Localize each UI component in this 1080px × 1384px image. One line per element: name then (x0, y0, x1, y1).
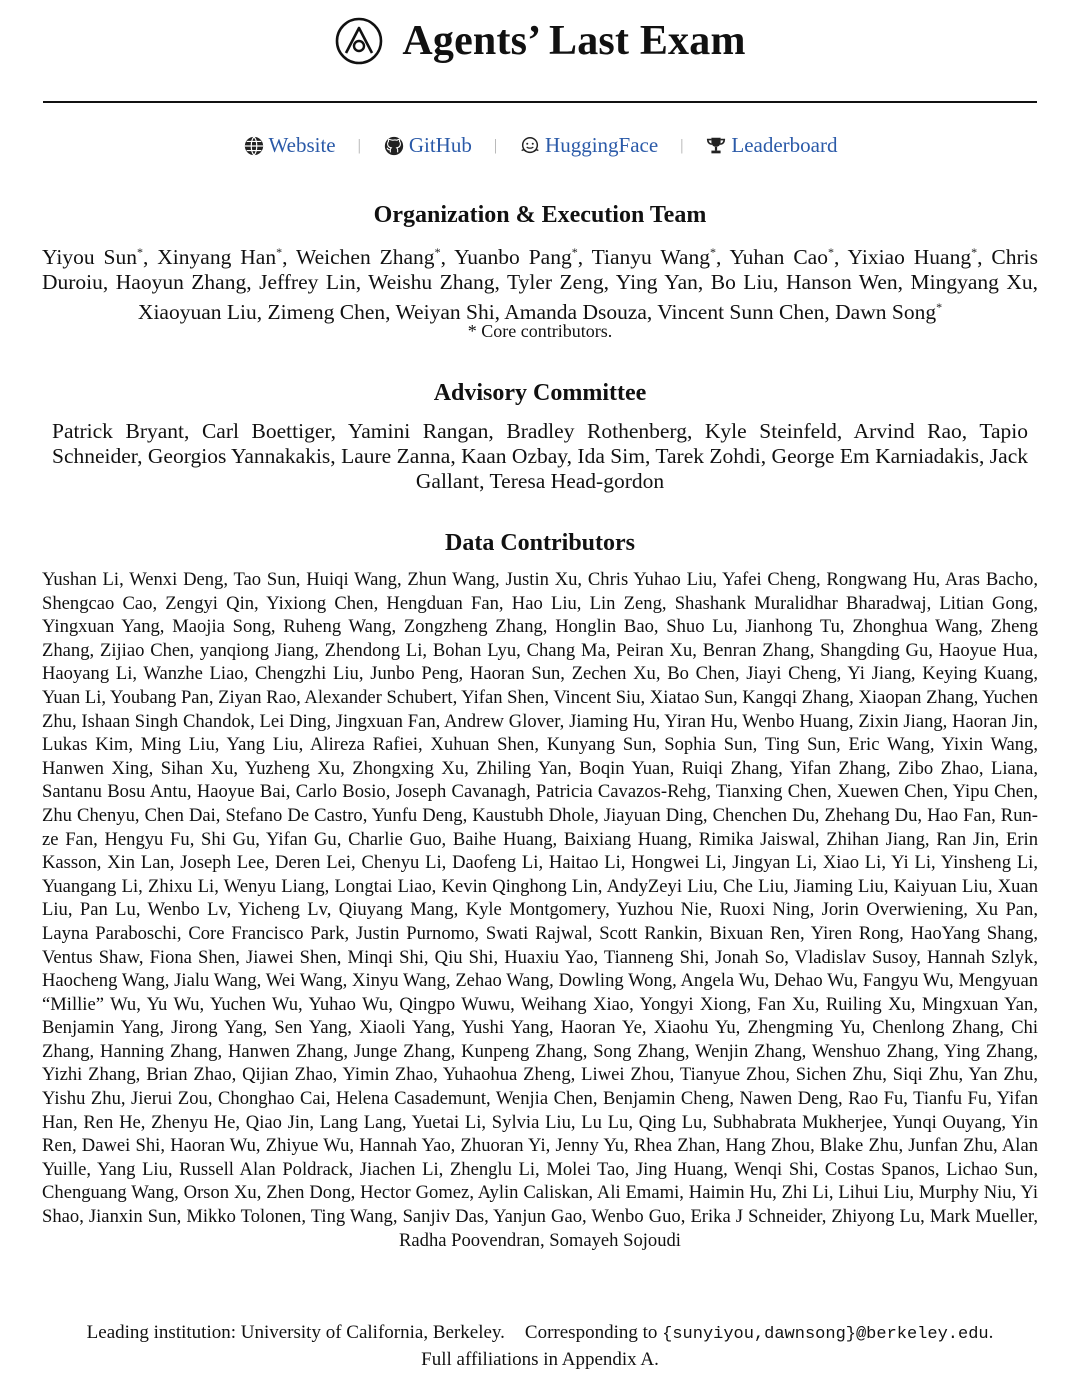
data-contributors-list: Yushan Li, Wenxi Deng, Tao Sun, Huiqi Wang, Zhun Wang, Justin Xu, Chris Yuhao Liu, Yafei Cheng, Rongwang Hu, Aras Bacho, Shengcao Cao, Zengyi Qin, Yixiong Chen, Hengduan Fan, Hao Liu, Lin Zeng, Shashank Muralidhar Bharadwaj, Litian Gong, Yingxuan Yang, Maojia Song, Ruheng Wang, Zongzheng Zhang, Honglin Bao, Shuo Lu, Jianhong Tu, Zhonghua Wang, Zheng Zhang, Zijiao Chen, yanqiong Jiang, Zhendong Li, Bohan Lyu, Chang Ma, Peiran Xu, Benran Zhang, Shangding Gu, Haoyue Hua, Haoyang Li, Wanzhe Liao, Chengzhi Liu, Junbo Peng, Haoran Sun, Zechen Xu, Bo Chen, Jiayi Cheng, Yi Jiang, Keying Kuang, Yuan Li, Youbang Pan, Ziyan Rao, Alexander Schubert, Yifan Shen, Vincent Siu, Xiatao Sun, Kangqi Zhang, Xiaopan Zhang, Yuchen Zhu, Ishaan Singh Chandok, Lei Ding, Jingxuan Fan, Andrew Glover, Jiaming Hu, Yiran Hu, Wenbo Huang, Zixin Jiang, Haoran Jin, Lukas Kim, Ming Liu, Yang Liu, Alireza Rafiei, Xuhuan Shen, Kunyang Sun, Sophia Sun, Ting Sun, Eric Wang, Yixin Wang, Hanwen Xing, Sihan Xu, Yuzheng Xu, Zhongxing Xu, Zhiling Yan, Boqin Yuan, Ruiqi Zhang, Yifan Zhang, Zibo Zhao, Liana, Santanu Bosu Antu, Haoyue Bai, Carlo Bosio, Joseph Cavanagh, Patricia Cavazos-Rehg, Tianxing Chen, Xuewen Chen, Yipu Chen, Zhu Chenyu, Chen Dai, Stefano De Castro, Yunfu Deng, Kaustubh Dhole, Jiayuan Ding, Chenchen Du, Zhehang Du, Hao Fan, Run-ze Fan, Hengyu Fu, Shi Gu, Yifan Gu, Charlie Guo, Baihe Huang, Baixiang Huang, Rimika Jaiswal, Zhihan Jiang, Ran Jin, Erin Kasson, Xin Lan, Joseph Lee, Deren Lei, Chenyu Li, Daofeng Li, Haitao Li, Hongwei Li, Jingyan Li, Xiao Li, Yi Li, Yinsheng Li, Yuangang Li, Zhixu Li, Wenyu Liang, Longtai Liao, Kevin Qinghong Lin, AndyZeyi Liu, Che Liu, Jiaming Liu, Kaiyuan Liu, Xuan Liu, Pan Lu, Wenbo Lv, Yicheng Lv, Qiuyang Mang, Kyle Montgomery, Yuzhou Nie, Ruoxi Ning, Jorin Overwiening, Xu Pan, Layna Paraboschi, Core Francisco Park, Justin Purnomo, Swati Rajwal, Scott Rankin, Bixuan Ren, Yiren Rong, HaoYang Shang, Ventus Shaw, Fiona Shen, Jiawei Shen, Minqi Shi, Qiu Shi, Huaxiu Yao, Tianneng Shi, Jonah So, Vladislav Susoy, Hannah Szlyk, Haocheng Wang, Jialu Wang, Wei Wang, Xinyu Wang, Zehao Wang, Dowling Wong, Angela Wu, Dehao Wu, Fangyu Wu, Mengyuan “Millie” Wu, Yu Wu, Yuchen Wu, Yuhao Wu, Qingpo Wuwu, Weihang Xiao, Yongyi Xiong, Fan Xu, Ruiling Xu, Mingxuan Yan, Benjamin Yang, Jirong Yang, Sen Yang, Xiaoli Yang, Yushi Yang, Haoran Ye, Xiaohu Yu, Zhengming Yu, Chenlong Zhang, Chi Zhang, Hanning Zhang, Hanwen Zhang, Junge Zhang, Kunpeng Zhang, Song Zhang, Wenjin Zhang, Wenshuo Zhang, Ying Zhang, Yizhi Zhang, Brian Zhao, Qijian Zhao, Yimin Zhao, Yuhaohua Zheng, Liwei Zhou, Tianyue Zhou, Sichen Zhu, Siqi Zhu, Yan Zhu, Yishu Zhu, Jierui Zou, Chonghao Cai, Helena Casademunt, Wenjia Chen, Benjamin Cheng, Nawen Deng, Rao Fu, Tianfu Fu, Yifan Han, Ren He, Zhenyu He, Qiao Jin, Lang Lang, Yuetai Li, Sylvia Liu, Lu Lu, Qing Lu, Subhabrata Mukherjee, Yunqi Ouyang, Yin Ren, Dawei Shi, Haoran Wu, Zhiyue Wu, Hannah Yao, Zhuoran Yi, Jenny Yu, Rhea Zhan, Hang Zhou, Blake Zhu, Junfan Zhu, Alan Yuille, Yang Liu, Russell Alan Poldrack, Jiachen Li, Zhenglu Li, Molei Tao, Jing Huang, Wenqi Shi, Costas Spanos, Lichao Sun, Chenguang Wang, Orson Xu, Zhen Dong, Hector Gomez, Aylin Caliskan, Ali Emami, Haimin Hu, Zhi Li, Lihui Liu, Murphy Niu, Yi Shao, Jianxin Sun, Mikko Tolonen, Ting Wang, Sanjiv Das, Yanjun Gao, Wenbo Guo, Erika J Schneider, Zhiyong Lu, Mark Mueller, Radha Poovendran, Somayeh Sojoudi (42, 569, 1038, 1251)
huggingface-icon (519, 135, 541, 157)
leaderboard-link-label: Leaderboard (731, 133, 838, 157)
huggingface-link[interactable] (519, 133, 658, 158)
footer-line-1 (0, 1320, 1080, 1347)
github-icon (383, 135, 405, 157)
team-heading: Organization & Execution Team (373, 202, 707, 228)
team-members: Yiyou Sun*, Xinyang Han*, Weichen Zhang*, Yuanbo Pang*, Tianyu Wang*, Yuhan Cao*, Yixiao Huang*, Chris Duroiu, Haoyun Zhang, Jeffrey Lin, Weishu Zhang, Tyler Zeng, Ying Yan, Bo Liu, Hanson Wen, Mingyang Xu, Xiaoyuan Liu, Zimeng Chen, Weiyan Shi, Amanda Dsouza, Vincent Sunn Chen, Dawn Song* (42, 245, 1038, 325)
github-link[interactable] (383, 133, 472, 158)
footer (0, 1320, 1080, 1372)
paper-title: Agents’ Last Exam (402, 18, 746, 64)
title-row (0, 10, 1080, 72)
affiliations-note: Full affiliations in Appendix A. (421, 1349, 659, 1370)
link-separator: | (357, 136, 361, 154)
trophy-icon (705, 135, 727, 157)
core-contributors-note: * Core contributors. (467, 321, 613, 341)
website-link-label: Website (268, 133, 336, 157)
email-suffix: . (988, 1322, 994, 1343)
link-separator: | (680, 136, 684, 154)
github-link-label: GitHub (408, 133, 472, 157)
corresponding-label: Corresponding to (524, 1322, 658, 1343)
huggingface-link-label: HuggingFace (545, 133, 659, 157)
resource-links (0, 133, 1080, 158)
ale-logo-icon (334, 16, 384, 66)
advisory-heading: Advisory Committee (433, 380, 647, 406)
globe-icon (243, 135, 265, 157)
link-separator: | (493, 136, 498, 154)
corresponding-email[interactable]: {sunyiyou,dawnsong}@berkeley.edu (662, 1325, 989, 1344)
website-link[interactable] (243, 133, 336, 158)
advisory-members: Patrick Bryant, Carl Boettiger, Yamini Rangan, Bradley Rothenberg, Kyle Steinfeld, Arvind Rao, Tapio Schneider, Georgios Yannakakis, Laure Zanna, Kaan Ozbay, Ida Sim, Tarek Zohdi, George Em Karniadakis, Jack Gallant, Teresa Head-gordon (52, 419, 1028, 493)
leaderboard-link[interactable] (705, 133, 837, 158)
data-contributors-heading: Data Contributors (445, 530, 635, 556)
institution-text: Leading institution: University of California, Berkeley. (86, 1322, 505, 1343)
title-divider (43, 101, 1037, 103)
